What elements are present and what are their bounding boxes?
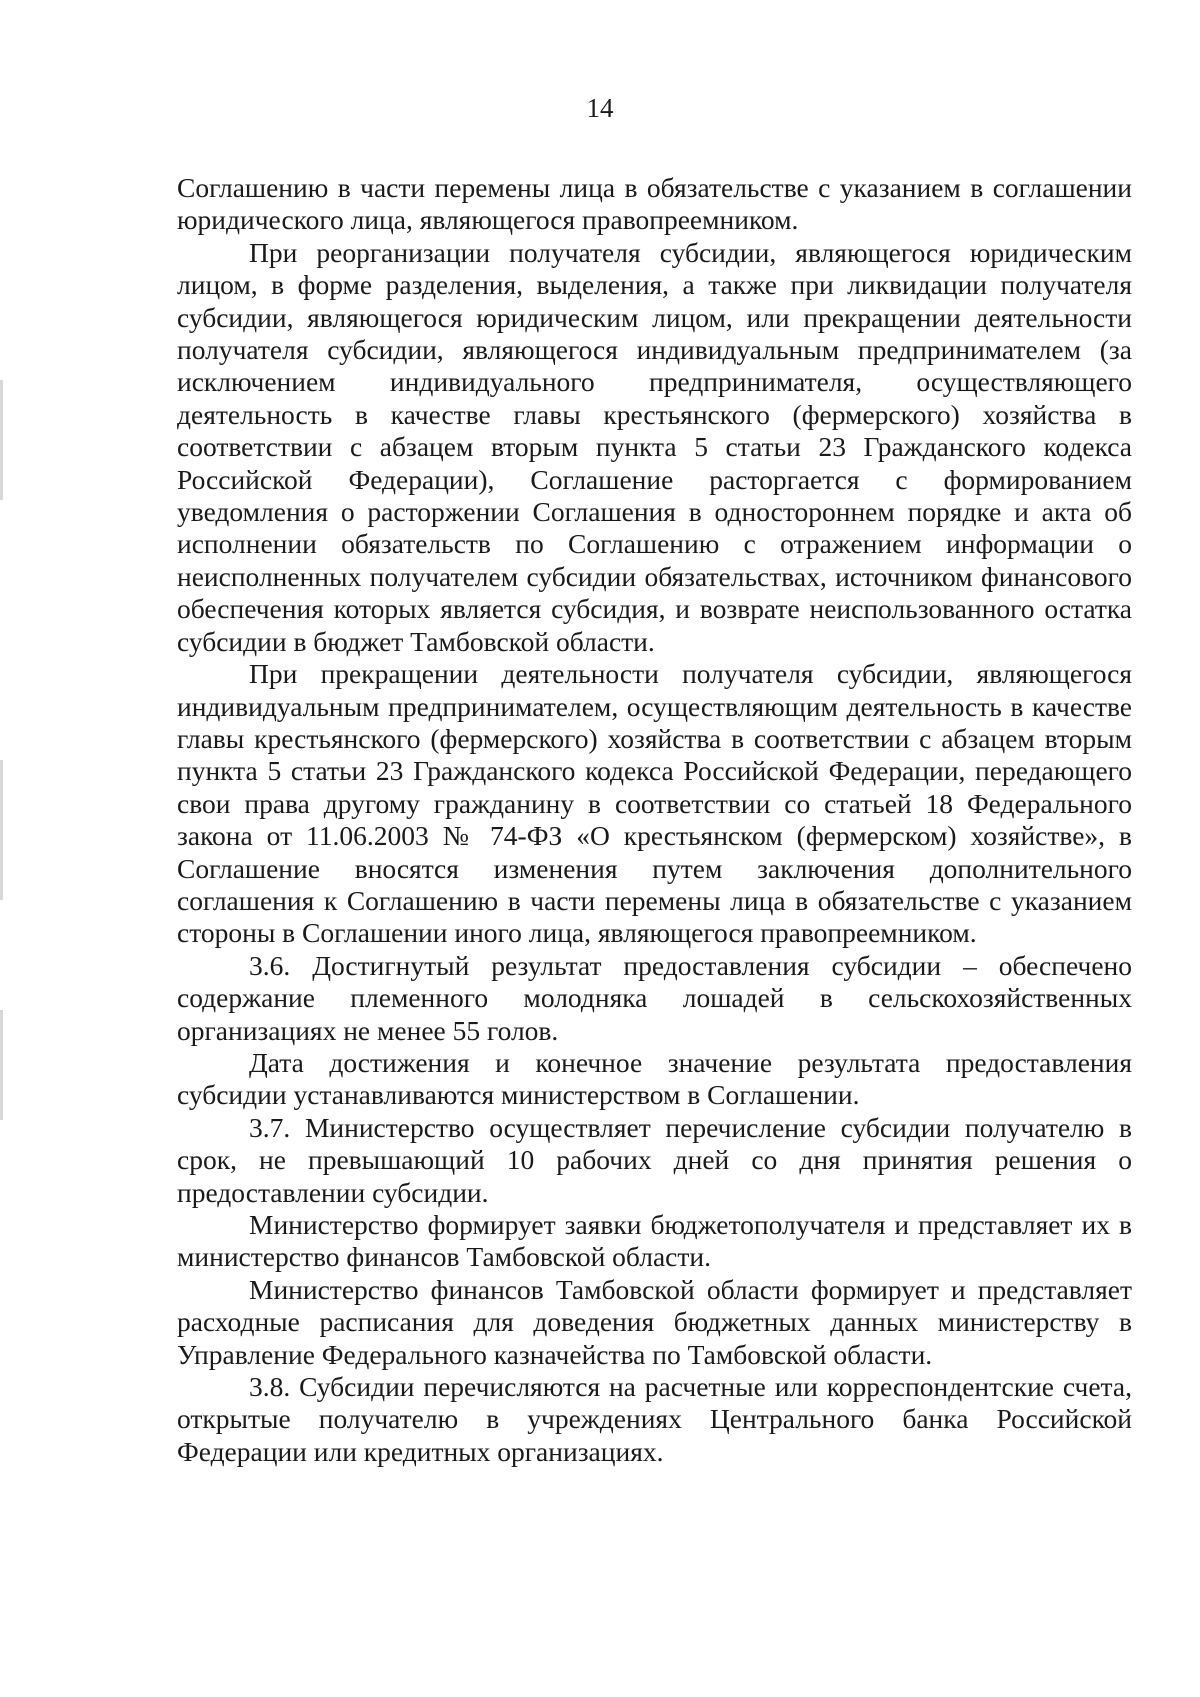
scan-edge-mark: [0, 380, 3, 500]
paragraph-budget-requests: Министерство формирует заявки бюджетополучателя и представляет их в министерство финансов Тамбовской области.: [177, 1209, 1132, 1273]
document-body: [177, 172, 1132, 1468]
scan-edge-mark: [0, 760, 3, 900]
paragraph-3-6-result: 3.6. Достигнутый результат предоставления субсидии – обеспечено содержание племенного молодняка лошадей в сельскохозяйственных организациях не менее 55 голов.: [177, 949, 1132, 1046]
paragraph-continuation: Соглашению в части перемены лица в обязательстве с указанием в соглашении юридического лица, являющегося правопреемником.: [177, 172, 1132, 236]
page-number: 14: [586, 93, 614, 123]
paragraph-3-8-accounts: 3.8. Субсидии перечисляются на расчетные или корреспондентские счета, открытые получателю в учреждениях Центрального банка Российской Федерации или кредитных организациях.: [177, 1371, 1132, 1467]
paragraph-termination-farmer: При прекращении деятельности получателя субсидии, являющегося индивидуальным предпринимателем, осуществляющим деятельность в качестве главы крестьянского (фермерского) хозяйства в соответствии с абзацем вторым пункта 5 статьи 23 Гражданского кодекса Российской Федерации, передающего свои права другому гражданину в соответствии со статьей 18 Федерального закона от 11.06.2003 № 74-ФЗ «О крестьянском (фермерском) хозяйстве», в Соглашение вносятся изменения путем заключения дополнительного соглашения к Соглашению в части перемены лица в обязательстве с указанием стороны в Соглашении иного лица, являющегося правопреемником.: [177, 658, 1132, 949]
paragraph-result-date: Дата достижения и конечное значение результата предоставления субсидии устанавливаются министерством в Соглашении.: [177, 1046, 1132, 1111]
paragraph-reorganization: При реорганизации получателя субсидии, являющегося юридическим лицом, в форме разделения, выделения, а также при ликвидации получателя субсидии, являющегося юридическим лицом, или прекращении деятельности получателя субсидии, являющегося индивидуальным предпринимателем (за исключением индивидуального предпринимателя, осуществляющего деятельность в качестве главы крестьянского (фермерского) хозяйства в соответствии с абзацем вторым пункта 5 статьи 23 Гражданского кодекса Российской Федерации), Соглашение расторгается с формированием уведомления о расторжении Соглашения в одностороннем порядке и акта об исполнении обязательств по Соглашению с отражением информации о неисполненных получателем субсидии обязательствах, источником финансового обеспечения которых является субсидия, и возврате неиспользованного остатка субсидии в бюджет Тамбовской области.: [177, 236, 1132, 657]
paragraph-3-7-transfer: 3.7. Министерство осуществляет перечисление субсидии получателю в срок, не превышающий 10 рабочих дней со дня принятия решения о предоставлении субсидии.: [177, 1111, 1132, 1208]
paragraph-ministry-finance: Министерство финансов Тамбовской области формирует и представляет расходные расписания для доведения бюджетных данных министерству в Управление Федерального казначейства по Тамбовской области.: [177, 1273, 1132, 1370]
scan-edge-mark: [0, 1010, 3, 1120]
